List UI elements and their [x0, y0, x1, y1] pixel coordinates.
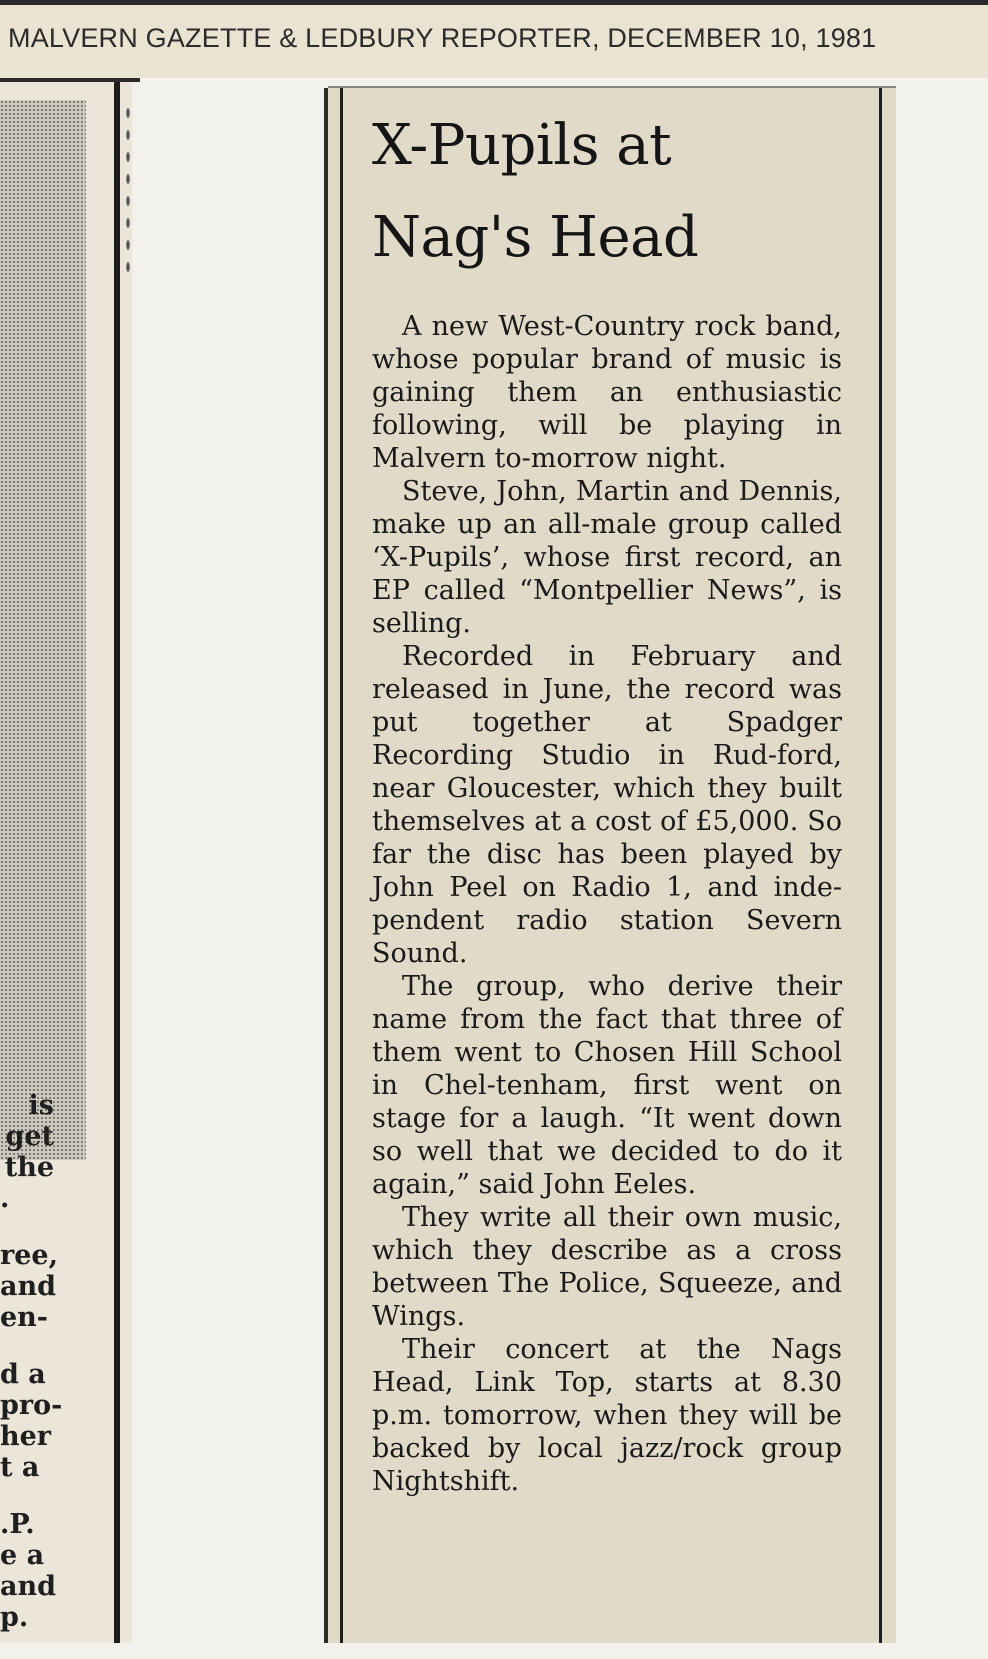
article-paragraph: Recorded in February and released in June, the record was put together at Spadger Recording Studio in Rud-ford, near Gloucester, which they built themselves at a cost of £5,000. So far the disc has been played by John Peel on Radio 1, and inde-pendent radio station Severn Sound. [372, 641, 842, 969]
truncated-text-fragments [0, 1090, 110, 1659]
fragment-line: e a [0, 1540, 45, 1571]
fragment-line: her [0, 1421, 52, 1452]
article-paragraph: A new West-Country rock band, whose popular brand of music is gaining them an enthusiastic following, will be playing in Malvern to-morrow night. [372, 311, 842, 474]
left-neighbouring-clipping [0, 82, 132, 1643]
fragment-line: p. [0, 1602, 29, 1633]
fragment-group [0, 1359, 110, 1483]
fragment-line: en- [0, 1302, 49, 1333]
fragment-line: . [0, 1183, 10, 1214]
fragment-line: and [0, 1271, 57, 1302]
column-rule-right [879, 88, 882, 1643]
fragment-line: ree, [0, 1240, 58, 1271]
masthead-strip [0, 0, 988, 78]
fragment-group [0, 1509, 110, 1633]
article-paragraph: Steve, John, Martin and Dennis, make up an all-male group called ‘X-Pupils’, whose first record, an EP called “Montpellier News”, is selling. [372, 476, 842, 639]
column-rule-left [340, 88, 343, 1643]
article-paragraph: They write all their own music, which they describe as a cross between The Police, Squeeze, and Wings. [372, 1202, 842, 1332]
fragment-line: the [4, 1152, 54, 1183]
fragment-line: .P. [0, 1509, 35, 1540]
column-rule [114, 82, 120, 1643]
fragment-line: get [5, 1121, 54, 1152]
fragment-line: d a [0, 1359, 46, 1390]
article-paragraph: Their concert at the Nags Head, Link Top, starts at 8.30 p.m. tomorrow, when they will be backed by local jazz/rock group Nightshift. [372, 1334, 842, 1497]
fragment-group [0, 1240, 110, 1333]
fragment-line: pro- [0, 1390, 63, 1421]
fragment-group [0, 1090, 110, 1214]
article-headline [372, 100, 842, 284]
fragment-line: and [0, 1571, 57, 1602]
headline-line: X-Pupils at [372, 113, 672, 178]
article-body [372, 310, 842, 1498]
fragment-line: is [28, 1090, 54, 1121]
halftone-photo [0, 100, 86, 1160]
masthead-text: MALVERN GAZETTE & LEDBURY REPORTER, DECEMBER 10, 1981 [8, 23, 877, 53]
perforation-dots [124, 102, 132, 272]
fragment-line: t a [0, 1452, 40, 1483]
article-clipping [328, 88, 896, 1643]
article-paragraph: The group, who derive their name from the fact that three of them went to Chosen Hill School in Chel-tenham, first went on stage for a laugh. “It went down so well that we decided to do it again,” said John Eeles. [372, 971, 842, 1200]
headline-line: Nag's Head [372, 205, 699, 270]
